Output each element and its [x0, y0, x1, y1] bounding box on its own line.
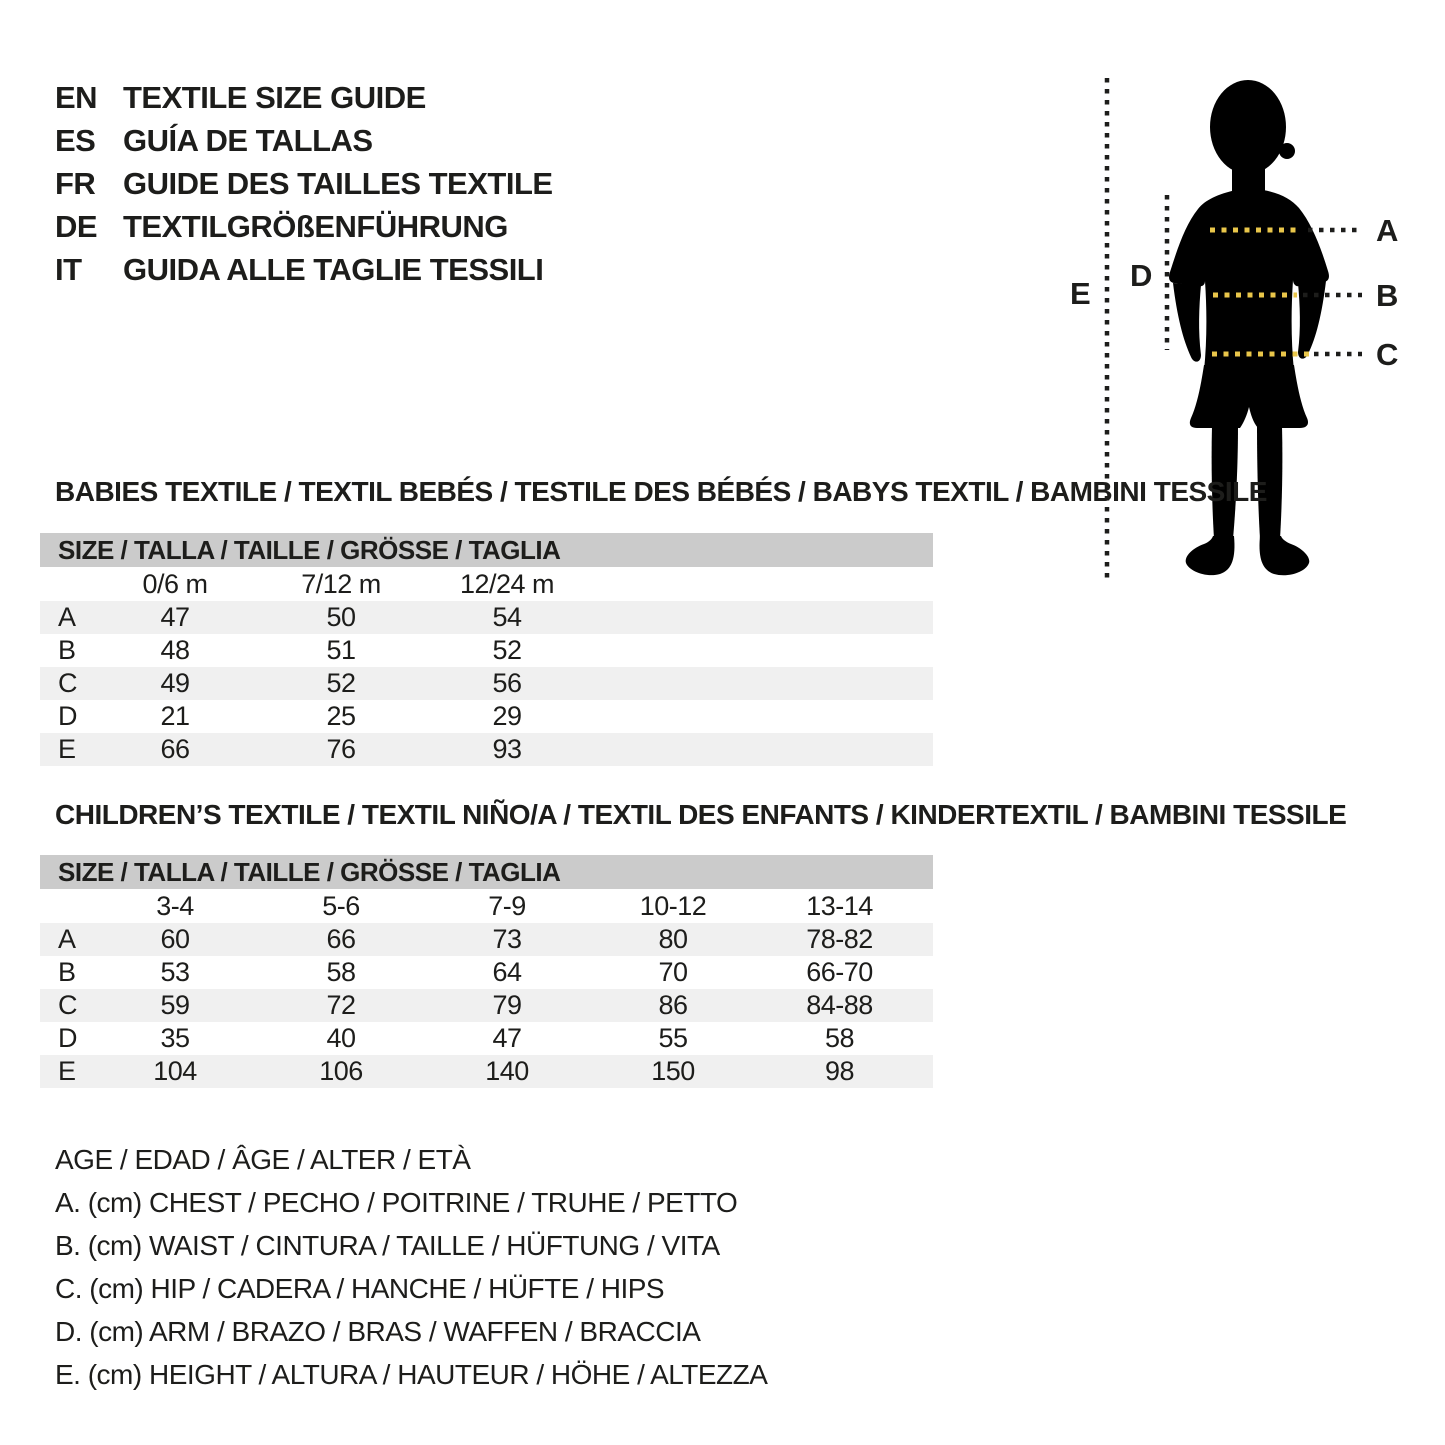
- hip-label-c: C: [1376, 337, 1399, 372]
- language-code: FR: [55, 165, 96, 201]
- table-row: [40, 989, 933, 1022]
- size-value: 53: [160, 957, 190, 987]
- size-value: 104: [153, 1056, 197, 1086]
- size-header-bar: SIZE / TALLA / TAILLE / GRÖSSE / TAGLIA: [40, 855, 933, 889]
- size-value: 49: [160, 668, 190, 698]
- table-row: [40, 1022, 933, 1055]
- size-value: 48: [160, 635, 190, 665]
- size-value: 72: [326, 990, 356, 1020]
- row-label: D: [58, 1023, 77, 1053]
- size-value: 58: [326, 957, 356, 987]
- language-row: [55, 162, 553, 205]
- language-row: [55, 205, 553, 248]
- measurement-diagram: [1060, 70, 1410, 595]
- size-value: 55: [658, 1023, 688, 1053]
- language-title: TEXTILGRÖßENFÜHRUNG: [123, 208, 508, 244]
- language-code: EN: [55, 79, 98, 115]
- size-value: 40: [326, 1023, 356, 1053]
- row-label: D: [58, 701, 77, 731]
- language-code: DE: [55, 208, 98, 244]
- size-value: 79: [492, 990, 522, 1020]
- language-code: ES: [55, 122, 96, 158]
- table-row: [40, 1055, 933, 1088]
- size-value: 106: [319, 1056, 363, 1086]
- waist-label-b: B: [1376, 278, 1399, 313]
- column-header: 0/6 m: [142, 568, 208, 599]
- size-value: 59: [160, 990, 190, 1020]
- size-value: 86: [658, 990, 688, 1020]
- arm-label-d: D: [1130, 258, 1153, 293]
- size-value: 84-88: [806, 990, 873, 1020]
- legend-line: AGE / EDAD / ÂGE / ALTER / ETÀ: [55, 1143, 471, 1175]
- column-header: 12/24 m: [459, 568, 555, 599]
- size-value: 35: [160, 1023, 190, 1053]
- language-title-block: [55, 76, 553, 291]
- column-header: 10-12: [639, 890, 707, 921]
- children-section-heading: CHILDREN’S TEXTILE / TEXTIL NIÑO/A / TEXTIL DES ENFANTS / KINDERTEXTIL / BAMBINI TESSILE: [55, 799, 1347, 830]
- size-value: 150: [651, 1056, 695, 1086]
- column-header: 3-4: [156, 890, 194, 921]
- size-value: 76: [326, 734, 356, 764]
- column-header: 5-6: [322, 890, 360, 921]
- size-value: 56: [492, 668, 522, 698]
- language-title: GUÍA DE TALLAS: [123, 122, 373, 158]
- size-value: 66: [160, 734, 190, 764]
- size-value: 140: [485, 1056, 529, 1086]
- legend-line: A. (cm) CHEST / PECHO / POITRINE / TRUHE / PETTO: [55, 1186, 738, 1218]
- language-title: GUIDA ALLE TAGLIE TESSILI: [123, 251, 544, 287]
- size-value: 66: [326, 924, 356, 954]
- legend-line: D. (cm) ARM / BRAZO / BRAS / WAFFEN / BRACCIA: [55, 1315, 701, 1347]
- table-row: [40, 956, 933, 989]
- children-size-table: [40, 855, 933, 1088]
- babies-size-table: [40, 533, 933, 766]
- table-row: [40, 601, 933, 634]
- size-value: 93: [492, 734, 522, 764]
- legend-line: E. (cm) HEIGHT / ALTURA / HAUTEUR / HÖHE / ALTEZZA: [55, 1358, 768, 1390]
- size-value: 21: [160, 701, 190, 731]
- size-value: 51: [326, 635, 356, 665]
- row-label: A: [58, 602, 76, 632]
- language-code: IT: [55, 251, 82, 287]
- row-label: E: [58, 1056, 76, 1086]
- table-row: [40, 634, 933, 667]
- children-column-header-row: [40, 889, 933, 923]
- babies-section-heading: BABIES TEXTILE / TEXTIL BEBÉS / TESTILE DES BÉBÉS / BABYS TEXTIL / BAMBINI TESSILE: [55, 476, 1267, 507]
- size-value: 78-82: [806, 924, 873, 954]
- column-header: 7-9: [488, 890, 526, 921]
- height-label-e: E: [1070, 276, 1091, 311]
- size-value: 66-70: [806, 957, 873, 987]
- size-value: 64: [492, 957, 522, 987]
- babies-column-header-row: [40, 567, 933, 601]
- row-label: C: [58, 990, 77, 1020]
- language-row: [55, 248, 553, 291]
- table-row: [40, 733, 933, 766]
- language-title: GUIDE DES TAILLES TEXTILE: [123, 165, 553, 201]
- size-value: 52: [326, 668, 356, 698]
- language-title: TEXTILE SIZE GUIDE: [123, 79, 426, 115]
- size-value: 50: [326, 602, 356, 632]
- size-header-bar: SIZE / TALLA / TAILLE / GRÖSSE / TAGLIA: [40, 533, 933, 567]
- size-value: 73: [492, 924, 522, 954]
- column-header: 7/12 m: [301, 568, 381, 599]
- row-label: C: [58, 668, 77, 698]
- legend-line: B. (cm) WAIST / CINTURA / TAILLE / HÜFTUNG / VITA: [55, 1229, 720, 1261]
- size-value: 98: [824, 1056, 855, 1086]
- chest-label-a: A: [1376, 213, 1399, 248]
- row-label: B: [58, 957, 76, 987]
- measurement-legend: [55, 1138, 767, 1396]
- size-value: 70: [658, 957, 688, 987]
- size-value: 47: [492, 1023, 522, 1053]
- size-value: 29: [492, 701, 522, 731]
- language-row: [55, 119, 553, 162]
- row-label: B: [58, 635, 76, 665]
- row-label: E: [58, 734, 76, 764]
- row-label: A: [58, 924, 76, 954]
- size-value: 58: [824, 1023, 855, 1053]
- size-value: 60: [160, 924, 190, 954]
- size-value: 80: [658, 924, 688, 954]
- table-row: [40, 923, 933, 956]
- size-value: 54: [492, 602, 522, 632]
- table-row: [40, 700, 933, 733]
- size-value: 25: [326, 701, 356, 731]
- size-value: 47: [160, 602, 190, 632]
- language-row: [55, 76, 553, 119]
- table-row: [40, 667, 933, 700]
- size-value: 52: [492, 635, 522, 665]
- legend-line: C. (cm) HIP / CADERA / HANCHE / HÜFTE / HIPS: [55, 1272, 665, 1304]
- column-header: 13-14: [806, 890, 873, 921]
